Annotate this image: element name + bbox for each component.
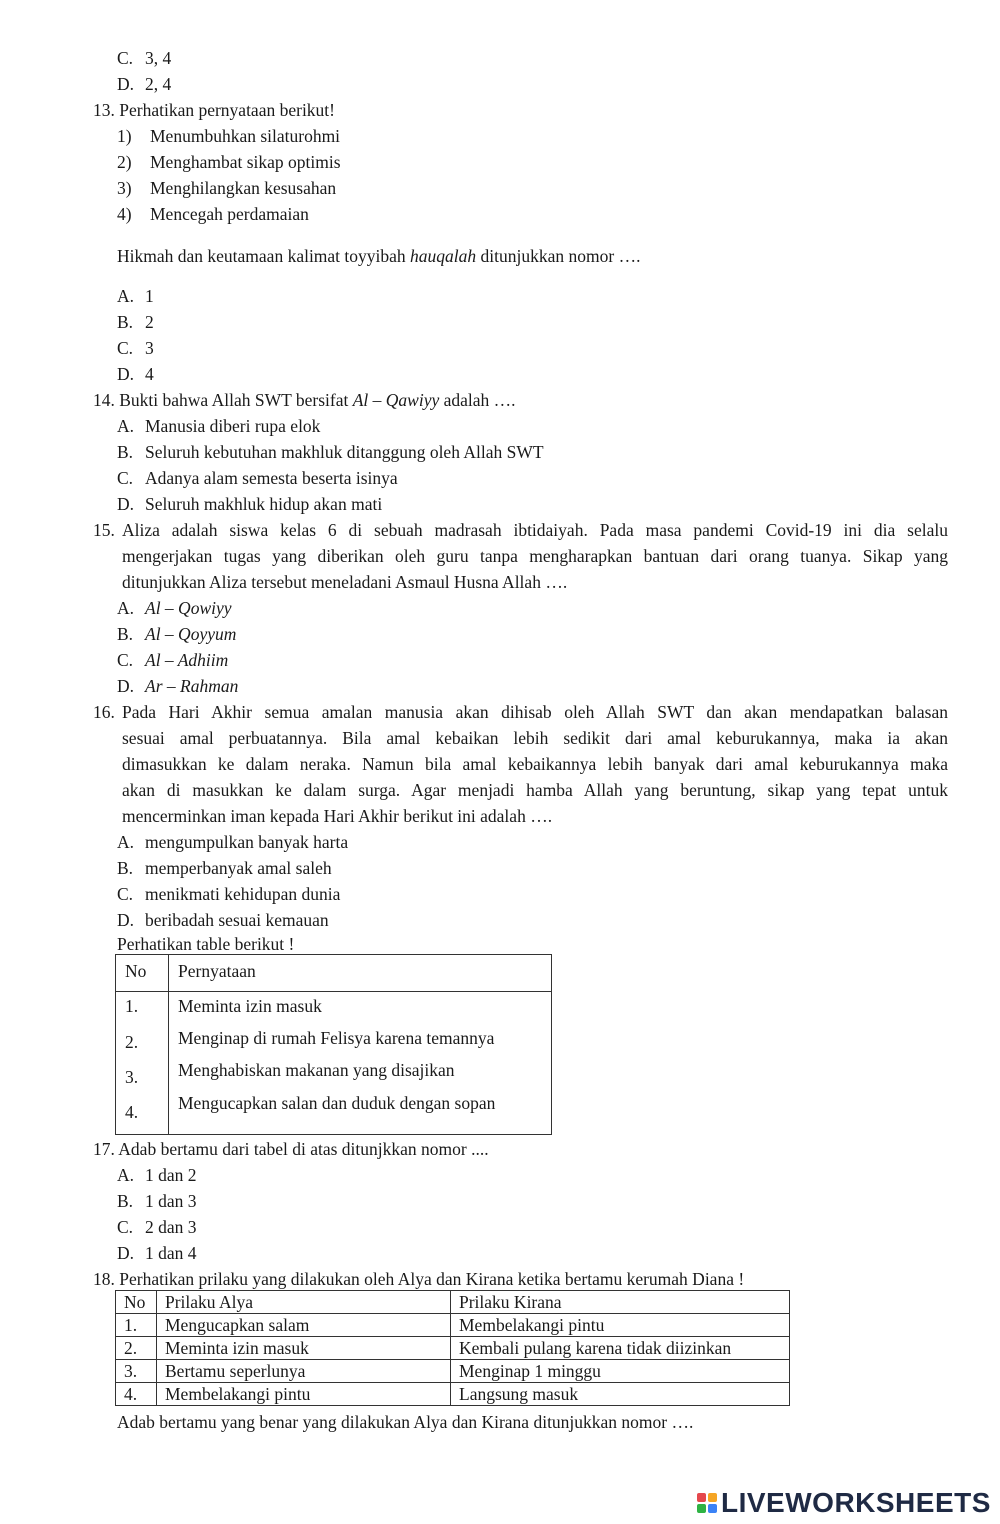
question-15-line: Aliza adalah siswa kelas 6 di sebuah madrasah ibtidaiyah. Pada masa pandemi Covid-19 ini dia selalu [122, 520, 948, 540]
table-cell-no: 4. [125, 1102, 139, 1122]
option-a: A. mengumpulkan banyak harta [117, 832, 349, 852]
brand-name: LIVEWORKSHEETS [721, 1487, 991, 1518]
table-divider [168, 955, 169, 1134]
table-header-alya: Prilaku Alya [157, 1291, 451, 1314]
option-d: D. 1 dan 4 [117, 1243, 197, 1263]
question-17-stem: 17. Adab bertamu dari tabel di atas ditunjkkan nomor .... [93, 1139, 489, 1159]
table-cell-no: 4. [116, 1383, 157, 1406]
table-cell-alya: Meminta izin masuk [157, 1337, 451, 1360]
table-row [116, 1337, 790, 1360]
table-header-no: No [125, 961, 147, 981]
option-b: B. 1 dan 3 [117, 1191, 197, 1211]
table-cell-statement: Menginap di rumah Felisya karena temannya [178, 1028, 495, 1048]
statement-4: 4) Mencegah perdamaian [117, 204, 309, 224]
table-cell-alya: Membelakangi pintu [157, 1383, 451, 1406]
table-divider [116, 991, 551, 992]
question-16-line: akan di masukkan ke dalam surga. Agar menjadi hamba Allah yang beruntung, sikap yang tepat untuk [122, 780, 948, 800]
table-cell-no: 1. [116, 1314, 157, 1337]
table-cell-alya: Mengucapkan salam [157, 1314, 451, 1337]
table-header-row [116, 1291, 790, 1314]
option-b: B. Seluruh kebutuhan makhluk ditanggung oleh Allah SWT [117, 442, 544, 462]
table-header-statement: Pernyataan [178, 961, 256, 981]
question-18-stem: 18. Perhatikan prilaku yang dilakukan oleh Alya dan Kirana ketika bertamu kerumah Diana ! [93, 1269, 745, 1289]
option-d: D. Ar – Rahman [117, 676, 239, 696]
table-cell-alya: Bertamu seperlunya [157, 1360, 451, 1383]
option-c: C. 3, 4 [117, 48, 172, 68]
option-c: C. 3 [117, 338, 154, 358]
question-16-line: mencerminkan iman kepada Hari Akhir berikut ini adalah …. [122, 806, 553, 826]
table-row [116, 1360, 790, 1383]
question-13-prompt: Hikmah dan keutamaan kalimat toyyibah hauqalah ditunjukkan nomor …. [117, 246, 641, 266]
table-cell-statement: Menghabiskan makanan yang disajikan [178, 1060, 455, 1080]
table-intro: Perhatikan table berikut ! [117, 934, 295, 954]
logo-square [708, 1493, 717, 1502]
option-c: C. Adanya alam semesta beserta isinya [117, 468, 398, 488]
table-cell-no: 1. [125, 996, 139, 1016]
table-header-kirana: Prilaku Kirana [451, 1291, 790, 1314]
table-cell-no: 3. [125, 1067, 139, 1087]
table-header-no: No [116, 1291, 157, 1314]
logo-square [708, 1504, 717, 1513]
table-cell-kirana: Menginap 1 minggu [451, 1360, 790, 1383]
option-c: C. 2 dan 3 [117, 1217, 197, 1237]
question-15-line: mengerjakan tugas yang diberikan oleh guru tanpa mengharapkan bantuan dari orang tuanya. Sikap yang [122, 546, 948, 566]
behavior-table [115, 1290, 790, 1406]
option-b: B. 2 [117, 312, 154, 332]
table-row [116, 1383, 790, 1406]
table-cell-kirana: Langsung masuk [451, 1383, 790, 1406]
table-row [116, 1314, 790, 1337]
option-d: D. 4 [117, 364, 154, 384]
question-15-number: 15. [93, 520, 115, 540]
option-c: C. menikmati kehidupan dunia [117, 884, 341, 904]
statement-2: 2) Menghambat sikap optimis [117, 152, 341, 172]
question-14-stem: 14. Bukti bahwa Allah SWT bersifat Al – Qawiyy adalah …. [93, 390, 516, 410]
question-16-line: Pada Hari Akhir semua amalan manusia akan dihisab oleh Allah SWT dan akan mendapatkan balasan [122, 702, 948, 722]
statement-3: 3) Menghilangkan kesusahan [117, 178, 337, 198]
option-b: B. Al – Qoyyum [117, 624, 237, 644]
question-16-line: sesuai amal perbuatannya. Bila amal kebaikan lebih sedikit dari amal keburukannya, maka ia akan [122, 728, 948, 748]
table-cell-no: 2. [116, 1337, 157, 1360]
option-a: A. Al – Qowiyy [117, 598, 232, 618]
table-cell-statement: Meminta izin masuk [178, 996, 322, 1016]
option-a: A. 1 [117, 286, 154, 306]
question-13-stem: 13. Perhatikan pernyataan berikut! [93, 100, 335, 120]
question-18-prompt: Adab bertamu yang benar yang dilakukan Alya dan Kirana ditunjukkan nomor …. [117, 1412, 694, 1432]
table-cell-no: 2. [125, 1032, 139, 1052]
option-d: D. 2, 4 [117, 74, 172, 94]
option-b: B. memperbanyak amal saleh [117, 858, 332, 878]
table-cell-kirana: Kembali pulang karena tidak diizinkan [451, 1337, 790, 1360]
logo-square [697, 1504, 706, 1513]
logo-mark-icon [697, 1493, 717, 1513]
liveworksheets-logo [697, 1488, 991, 1518]
option-d: D. Seluruh makhluk hidup akan mati [117, 494, 383, 514]
statement-1: 1) Menumbuhkan silaturohmi [117, 126, 341, 146]
table-cell-statement: Mengucapkan salan dan duduk dengan sopan [178, 1093, 496, 1113]
statement-table [115, 954, 552, 1135]
option-a: A. Manusia diberi rupa elok [117, 416, 321, 436]
option-d: D. beribadah sesuai kemauan [117, 910, 329, 930]
table-cell-no: 3. [116, 1360, 157, 1383]
option-a: A. 1 dan 2 [117, 1165, 197, 1185]
table-cell-kirana: Membelakangi pintu [451, 1314, 790, 1337]
option-c: C. Al – Adhiim [117, 650, 229, 670]
question-16-number: 16. [93, 702, 115, 722]
question-15-line: ditunjukkan Aliza tersebut meneladani Asmaul Husna Allah …. [122, 572, 568, 592]
logo-square [697, 1493, 706, 1502]
question-16-line: dimasukkan ke dalam neraka. Namun bila amal kebaikannya lebih banyak dari amal keburukannya maka [122, 754, 948, 774]
